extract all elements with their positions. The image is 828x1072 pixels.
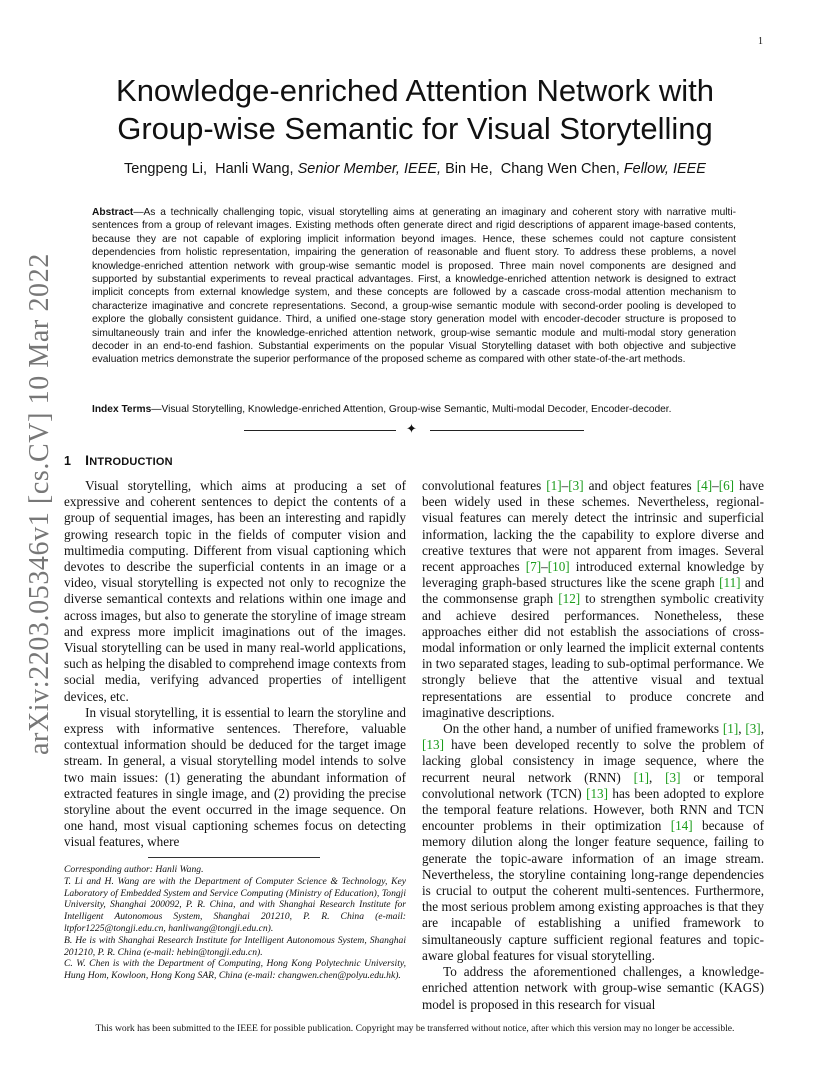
citation-link[interactable]: [13] [422, 737, 444, 753]
text-run: and object features [583, 478, 697, 493]
footnote: C. W. Chen is with the Department of Computing, Hong Kong Polytechnic University, Hung Hom, Kowloon, Hong Kong SAR, China (e-mail: changwen.chen@polyu.edu.hk). [64, 958, 406, 982]
text-run: or temporal convolutional network (TCN) [422, 769, 764, 801]
citation-link[interactable]: [1] [546, 478, 562, 493]
left-column [64, 478, 406, 851]
citation-link[interactable]: [13] [586, 785, 609, 801]
copyright-notice: This work has been submitted to the IEEE for possible publication. Copyright may be transferred without notice, after which this version may no longer be accessible. [95, 1023, 735, 1034]
paragraph: To address the aforementioned challenges, a knowledge-enriched attention network with group-wise semantic (KAGS) model is proposed in this research for visual [422, 964, 764, 1012]
paragraph [422, 478, 764, 721]
citation-link[interactable]: [11] [719, 575, 741, 591]
citation-link[interactable]: [12] [558, 591, 581, 607]
citation-link[interactable]: [3] [745, 721, 761, 737]
divider-star-icon: ✦ [406, 422, 417, 437]
index-terms-label: Index Terms [92, 404, 152, 415]
text-run: introduced external knowledge by leveraging graph-based structures like the scene graph [422, 559, 764, 591]
citation-link[interactable]: [1] [722, 721, 739, 737]
text-run: , [738, 721, 746, 737]
text-run: , [649, 769, 666, 785]
text-run: and the commonsense graph [422, 575, 764, 607]
author-2-role: Senior Member, IEEE, [297, 161, 442, 177]
divider-line-left [244, 430, 396, 431]
footnote-rule [148, 857, 320, 858]
index-terms [92, 403, 742, 416]
text-run: , [760, 721, 764, 737]
text-run: – [712, 478, 719, 493]
text-run: – [561, 478, 569, 493]
section-title-initial: I [85, 452, 90, 468]
abstract-text: —As a technically challenging topic, visual storytelling aims at generating an imaginary and coherent story with narrative multi-sentences from a group of relevant images. Existing methods often generate direct and rigid descriptions of apparent image-based contents, because they are not capable of exploring implicit information beyond images. Hence, these schemes could not capture consistent dependencies from holistic representation, impairing the generation of reasonable and fluent story. To address these problems, a novel knowledge-enriched attention network with group-wise semantic model is proposed. Three main novel components are designed and supported by substantial experiments to reveal practical advantages. First, a knowledge-enriched attention network is designed to extract implicit concepts from external knowledge system, and these concepts are followed by a cascade cross-modal attention mechanism to characterize imaginative and concrete representations. Second, a group-wise semantic module with second-order pooling is developed to explore the globally consistent guidance. Third, a unified one-stage story generation model with encoder-decoder structure is proposed to simultaneously train and infer the knowledge-enriched attention network, group-wise semantic module and multi-modal story generation decoder in an end-to-end fashion. Substantial experiments on the popular Visual Storytelling dataset with both objective and subjective evaluation metrics demonstrate the superior performance of the proposed scheme as compared with other state-of-the-art methods. [92, 207, 736, 366]
arxiv-side-stamp: arXiv:2203.05346v1 [cs.CV] 10 Mar 2022 [24, 253, 55, 755]
citation-link[interactable]: [3] [665, 769, 681, 785]
section-number: 1 [64, 454, 72, 468]
author-4: Chang Wen Chen, [500, 161, 620, 177]
citation-link[interactable]: [1] [633, 769, 650, 785]
paper-title [60, 72, 770, 148]
abstract [92, 206, 736, 367]
text-run: have been developed recently to solve the problem of lacking global consistency in image sequence, where the recurrent neural network (RNN) [422, 737, 764, 785]
abstract-label: Abstract [92, 207, 134, 218]
title-line-2: Group-wise Semantic for Visual Storytelling [117, 111, 713, 146]
divider-line-right [430, 430, 584, 431]
right-column [422, 478, 764, 1013]
text-run: convolutional features [422, 478, 547, 493]
author-2: Hanli Wang, [215, 161, 294, 177]
author-list [60, 161, 770, 177]
footnote: Corresponding author: Hanli Wang. [64, 864, 204, 875]
text-run: to strengthen symbolic creativity and achieve desired performances. Nonetheless, these approaches either did not establish the associations of cross-modal information or only learned the implicit external contents in two separated stages, leading to sub-optimal performance. We strongly believe that the attentive visual and textual representations are essential to produce concrete and imaginative descriptions. [422, 591, 764, 720]
footnote: T. Li and H. Wang are with the Department of Computer Science & Technology, Key Laboratory of Embedded System and Service Computing (Ministry of Education), Tongji University, Shanghai 200092, P. R. China, and with Shanghai Research Institute for Intelligent Autonomous System, Shanghai 201210, P. R. China (e-mail: ltpfor1225@tongji.edu.cn, hanliwang@tongji.edu.cn). [64, 875, 406, 934]
title-line-1: Knowledge-enriched Attention Network with [116, 73, 714, 108]
footnotes [64, 864, 406, 982]
section-divider [244, 424, 584, 438]
index-terms-text: —Visual Storytelling, Knowledge-enriched Attention, Group-wise Semantic, Multi-modal Decoder, Encoder-decoder. [151, 404, 672, 415]
text-run: because of memory dilution along the longer feature sequence, failing to generate the topic-aware information of an image stream. Nevertheless, the storyline containing long-range dependencies is crucial to output the coherent multi-sentences. Furthermore, the most serious problem among existing approaches is that they are incapable of establishing a unified framework to simultaneously capture sufficient regional features and topic-aware global features for visual storytelling. [422, 818, 765, 963]
paragraph: In visual storytelling, it is essential to learn the storyline and express with informative sentences. Therefore, valuable contextual information should be deduced for the target image stream. In general, a visual storytelling model intends to solve two main issues: (1) generating the abundant information of extracted features in single image, and (2) providing the precise storyline about the event occurred in the image sequence. On one hand, most visual captioning schemes focus on detecting visual features, where [64, 704, 406, 850]
citation-link[interactable]: [6] [718, 478, 735, 493]
section-title-rest: NTRODUCTION [89, 456, 173, 468]
paragraph [422, 721, 764, 964]
citation-link[interactable]: [14] [670, 818, 693, 834]
text-run: has been adopted to explore the temporal feature relations. However, both RNN and TCN encounter problems in their optimization [422, 785, 764, 834]
footnote: B. He is with Shanghai Research Institute for Intelligent Autonomous System, Shanghai 201210, P. R. China (e-mail: hebin@tongji.edu.cn). [64, 934, 406, 958]
text-run: have been widely used in these schemes. Nevertheless, regional-visual features can merely detect the intrinsic and superficial information, lacking the the capability to explore diverse and creative textures that were not apparent from images. Several recent approaches [422, 478, 764, 575]
page-number: 1 [758, 36, 763, 47]
section-heading [64, 452, 173, 468]
citation-link[interactable]: [7] [525, 559, 542, 575]
citation-link[interactable]: [4] [696, 478, 713, 493]
text-run: – [541, 559, 548, 575]
citation-link[interactable]: [3] [568, 478, 584, 493]
author-1: Tengpeng Li, [124, 161, 208, 177]
text-run: On the other hand, a number of unified frameworks [443, 721, 723, 737]
citation-link[interactable]: [10] [547, 559, 570, 575]
author-3: Bin He, [445, 161, 493, 177]
paragraph: Visual storytelling, which aims at producing a set of expressive and coherent sentences to depict the contents of a group of sequential images, has been an interesting and rapidly growing research topic in the fields of computer vision and multimedia computing. Different from visual captioning which devotes to describe the superficial contents in an image or a video, visual storytelling is expected not only to recognize the diverse semantical contexts and relations within one image and across images, but also to generate the storyline of image stream and express more implicit imaginations out of the images. Visual storytelling can be used in many real-world applications, such as helping the disabled to comprehend image contexts from social media, verifying advanced properties of intelligent devices, etc. [64, 478, 406, 704]
author-4-role: Fellow, IEEE [623, 161, 706, 177]
